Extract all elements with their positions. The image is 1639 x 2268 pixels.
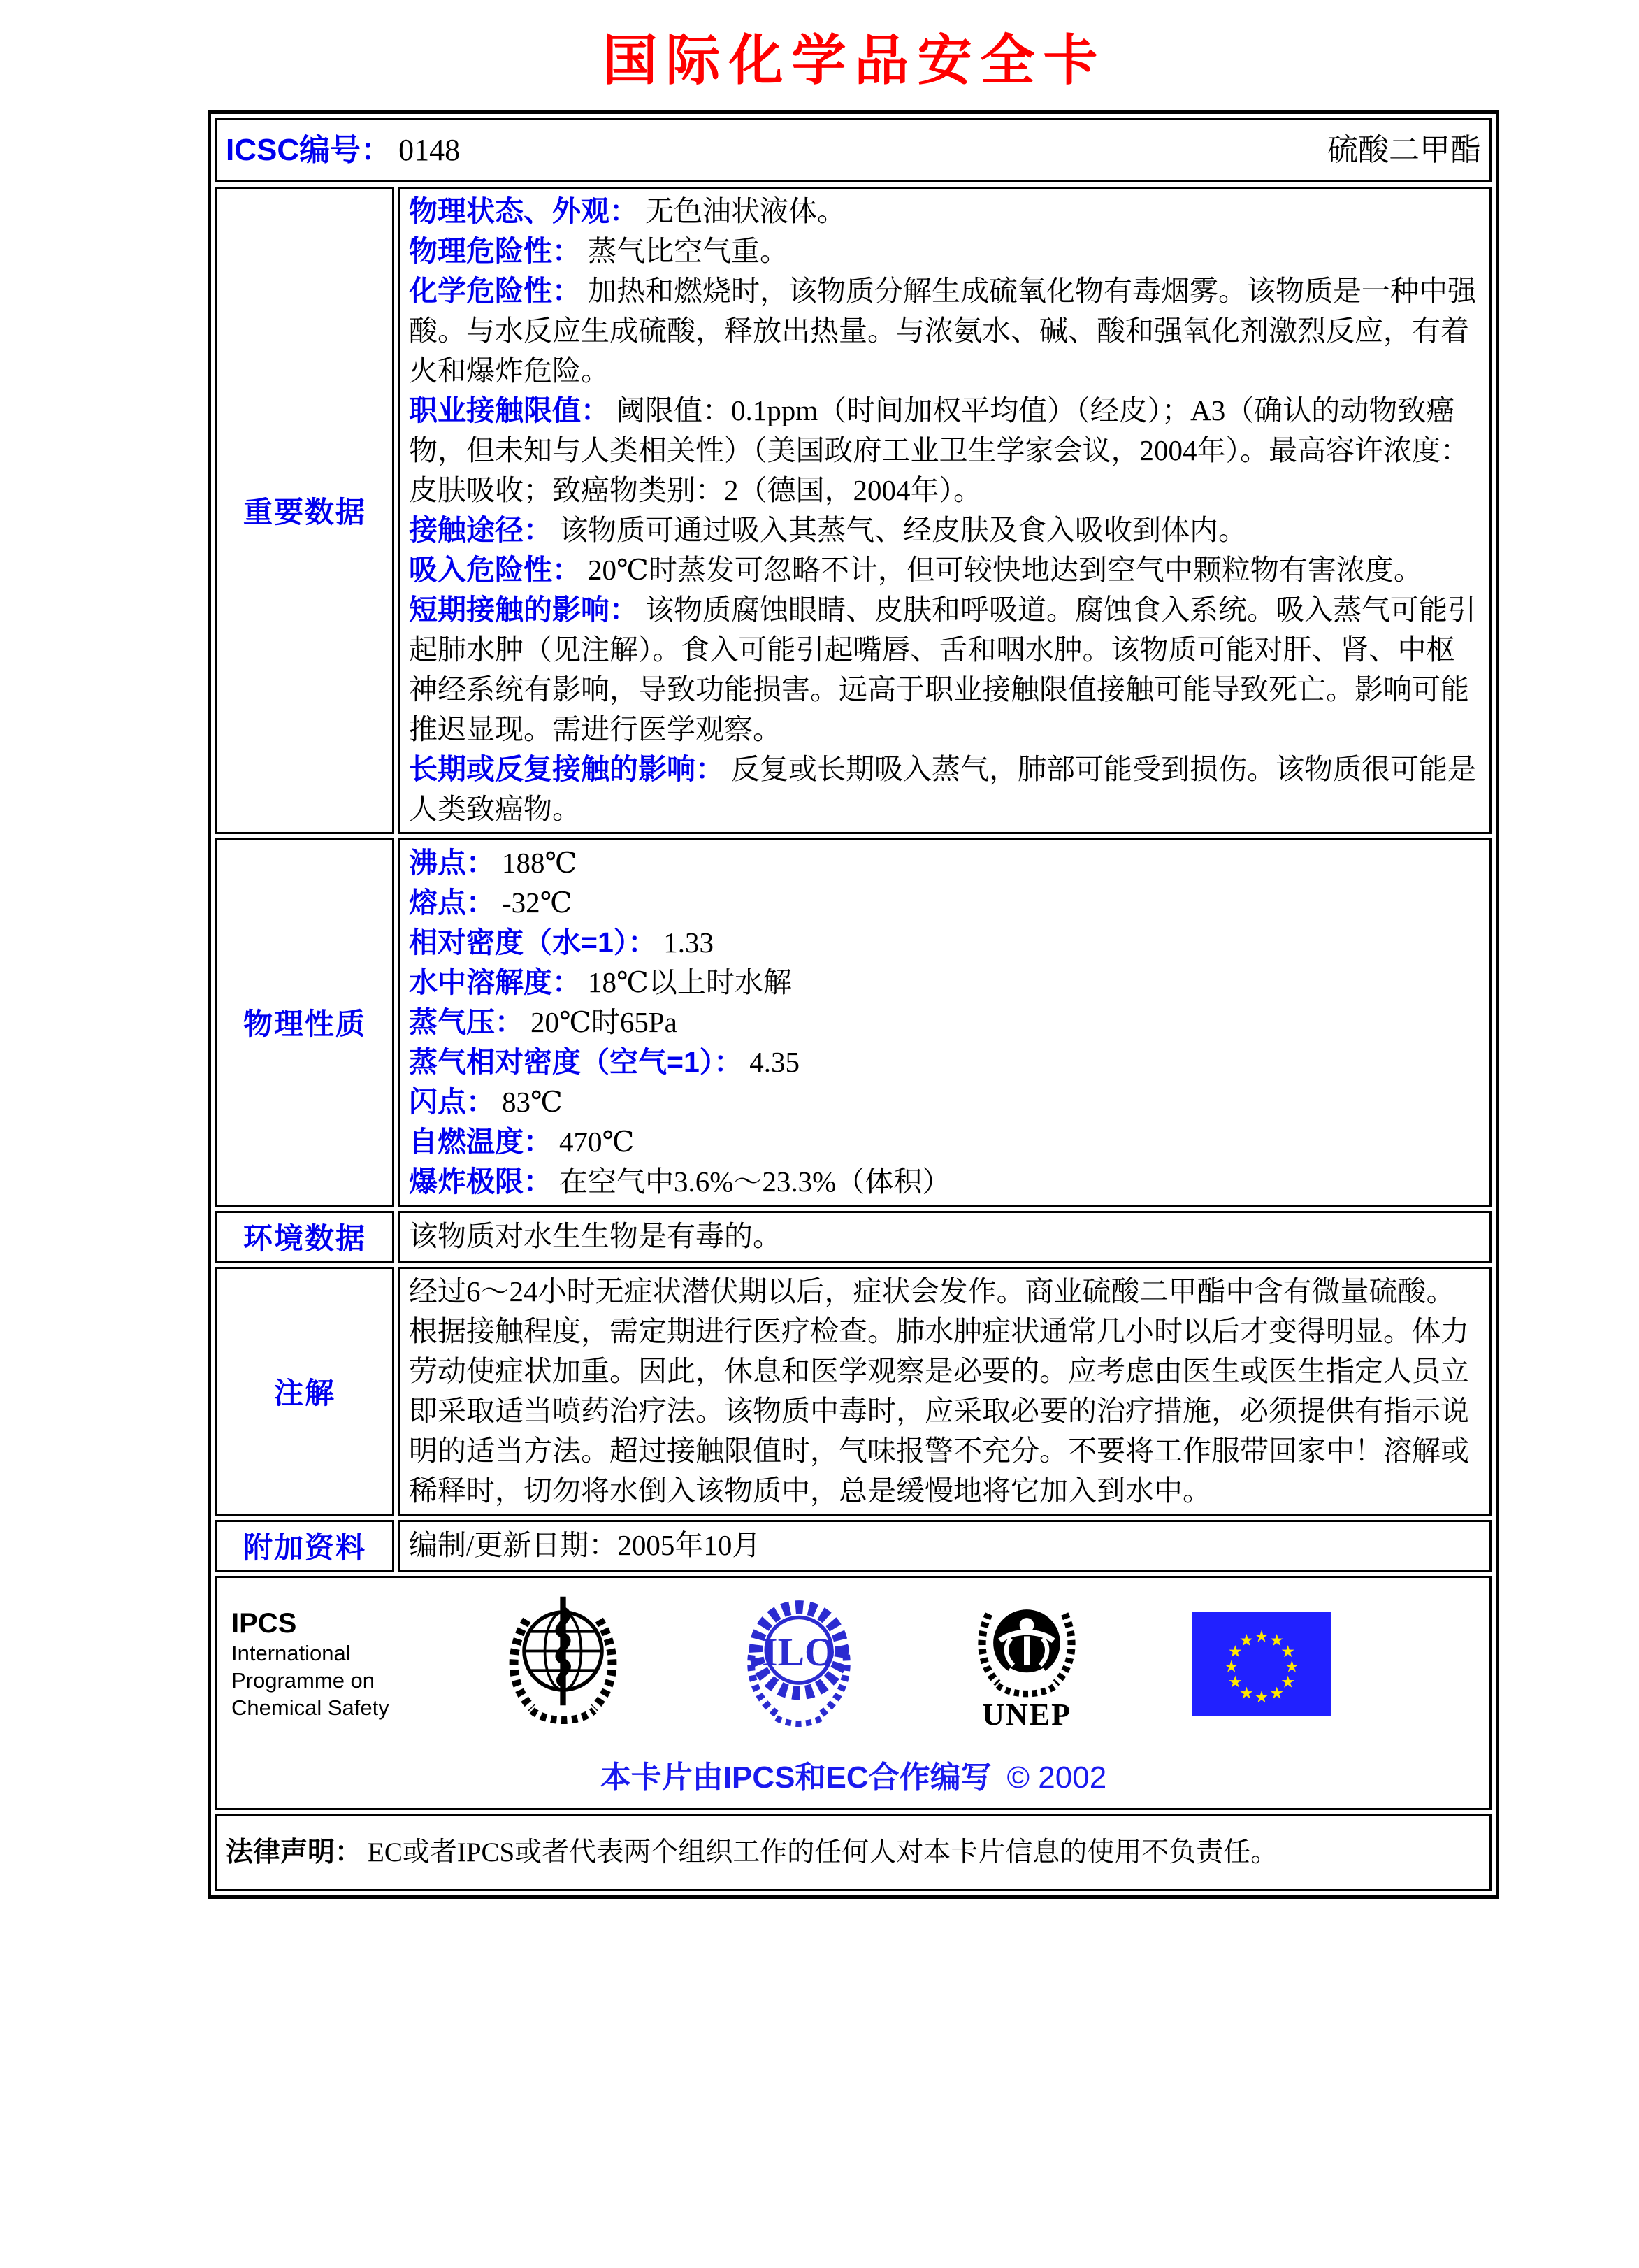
property-item — [409, 1003, 1481, 1042]
item-label: 职业接触限值： — [409, 394, 609, 426]
ipcs-subtitle-line: Programme on — [231, 1667, 375, 1693]
property-item — [409, 1082, 1481, 1122]
svg-text:★: ★ — [1239, 1630, 1254, 1651]
item-label: 自燃温度： — [409, 1125, 552, 1158]
item-text: 在空气中3.6%～23.3%（体积） — [559, 1165, 951, 1198]
item-label: 短期接触的影响： — [409, 593, 638, 626]
important-item — [409, 590, 1481, 749]
property-item — [409, 883, 1481, 923]
svg-text:★: ★ — [1227, 1642, 1243, 1662]
physical-properties-content — [398, 838, 1492, 1207]
item-text: 83℃ — [502, 1085, 563, 1118]
section-label-additional-info: 附加资料 — [215, 1520, 394, 1572]
important-item — [409, 749, 1481, 829]
icsc-number-label: ICSC编号： — [226, 132, 392, 167]
ilo-letters: ILO — [762, 1630, 837, 1674]
item-label: 吸入危险性： — [409, 553, 581, 586]
ipcs-text-block — [231, 1607, 389, 1721]
icsc-number-value: 0148 — [398, 132, 461, 167]
section-label-notes: 注解 — [215, 1267, 394, 1516]
icsc-card-page — [0, 29, 1639, 1899]
ipcs-title: IPCS — [231, 1607, 297, 1639]
svg-text:★: ★ — [1280, 1642, 1296, 1662]
item-text: 4.35 — [749, 1045, 800, 1078]
svg-text:★: ★ — [1254, 1626, 1269, 1646]
property-item — [409, 923, 1481, 963]
additional-info-row — [215, 1520, 1492, 1572]
item-text: -32℃ — [502, 886, 572, 919]
who-logo-icon — [498, 1591, 628, 1737]
notes-content — [398, 1267, 1492, 1516]
item-label: 熔点： — [409, 886, 495, 919]
item-label: 物理危险性： — [409, 234, 581, 267]
notes-row — [215, 1267, 1492, 1516]
item-label: 长期或反复接触的影响： — [409, 752, 724, 785]
icsc-number — [226, 123, 460, 178]
item-label: 相对密度（水=1）： — [409, 926, 657, 959]
important-item — [409, 550, 1481, 590]
property-item — [409, 1042, 1481, 1082]
important-data-content — [398, 187, 1492, 834]
important-item — [409, 510, 1481, 550]
logos-row — [215, 1576, 1492, 1810]
item-text: 该物质腐蚀眼睛、皮肤和呼吸道。腐蚀食入系统。吸入蒸气可能引起肺水肿（见注解）。食入可能引起嘴唇、舌和咽水肿。该物质可能对肝、肾、中枢神经系统有影响，导致功能损害。远高于职业接触限值接触可能导致死亡。影响可能推迟显现。需进行医学观察。 — [409, 593, 1476, 745]
item-text: 反复或长期吸入蒸气，肺部可能受到损伤。该物质很可能是人类致癌物。 — [409, 752, 1476, 825]
caption-text: 本卡片由IPCS和EC合作编写 — [600, 1760, 992, 1795]
important-item — [409, 271, 1481, 391]
eu-flag-icon — [1192, 1612, 1331, 1716]
section-label-environmental-data: 环境数据 — [215, 1211, 394, 1263]
svg-text:★: ★ — [1224, 1656, 1239, 1677]
item-text: 470℃ — [559, 1125, 635, 1158]
section-label-important-data: 重要数据 — [215, 187, 394, 834]
item-text: 无色油状液体。 — [645, 194, 846, 227]
item-text: 20℃时65Pa — [530, 1005, 677, 1038]
important-item — [409, 192, 1481, 231]
notes-text: 经过6～24小时无症状潜伏期以后，症状会发作。商业硫酸二甲酯中含有微量硫酸。 根据接触程度，需定期进行医疗检查。肺水肿症状通常几小时以后才变得明显。体力劳动使症状加重。因此，休息和医学观察是必要的。应考虑由医生或医生指定人员立即采取适当喷药治疗法。该物质中毒时，应采取必要的治疗措施，必须提供有指示说明的适当方法。超过接触限值时，气味报警不充分。不要将工作服带回家中！溶解或稀释时，切勿将水倒入该物质中，总是缓慢地将它加入到水中。 — [409, 1275, 1469, 1507]
legal-row — [215, 1814, 1492, 1891]
item-text: 1.33 — [663, 926, 714, 959]
svg-text:★: ★ — [1254, 1687, 1269, 1707]
caption-copyright: © 2002 — [1006, 1760, 1107, 1795]
ipcs-subtitle-line: Chemical Safety — [231, 1695, 389, 1720]
additional-info-text: 编制/更新日期：2005年10月 — [409, 1529, 761, 1562]
item-label: 接触途径： — [409, 513, 552, 546]
header-row — [215, 118, 1492, 182]
item-text: 加热和燃烧时，该物质分解生成硫氧化物有毒烟雾。该物质是一种中强酸。与水反应生成硫酸，释放出热量。与浓氨水、碱、酸和强氧化剂激烈反应，有着火和爆炸危险。 — [409, 274, 1476, 387]
item-text: 20℃时蒸发可忽略不计，但可较快地达到空气中颗粒物有害浓度。 — [588, 553, 1422, 586]
important-item — [409, 391, 1481, 510]
item-label: 沸点： — [409, 846, 495, 879]
item-label: 爆炸极限： — [409, 1165, 552, 1198]
svg-text:★: ★ — [1269, 1630, 1285, 1651]
icsc-card-table — [208, 110, 1499, 1899]
ilo-logo-icon — [736, 1594, 862, 1734]
item-text: 蒸气比空气重。 — [588, 234, 788, 267]
svg-text:★: ★ — [1280, 1672, 1296, 1692]
environmental-data-content — [398, 1211, 1492, 1263]
svg-text:★: ★ — [1227, 1672, 1243, 1692]
environmental-data-row — [215, 1211, 1492, 1263]
item-text: 阈限值：0.1ppm（时间加权平均值）（经皮）；A3（确认的动物致癌物，但未知与人类相关性）（美国政府工业卫生学家会议，2004年）。最高容许浓度：皮肤吸收；致癌物类别：2（德国，2004年）。 — [409, 394, 1469, 506]
important-item — [409, 231, 1481, 271]
unep-logo-icon — [971, 1596, 1083, 1732]
svg-text:★: ★ — [1239, 1683, 1254, 1703]
legal-text: EC或者IPCS或者代表两个组织工作的任何人对本卡片信息的使用不负责任。 — [368, 1837, 1278, 1867]
item-label: 化学危险性： — [409, 274, 581, 307]
legal-cell — [215, 1814, 1492, 1891]
item-label: 蒸气压： — [409, 1005, 524, 1038]
item-text: 18℃以上时水解 — [588, 966, 792, 998]
logos-cell — [215, 1576, 1492, 1810]
svg-text:★: ★ — [1269, 1683, 1285, 1703]
property-item — [409, 1122, 1481, 1162]
item-label: 闪点： — [409, 1085, 495, 1118]
item-text: 188℃ — [502, 846, 577, 879]
important-data-row — [215, 187, 1492, 834]
page-title: 国际化学品安全卡 — [602, 30, 1106, 91]
ipcs-subtitle-line: International — [231, 1640, 351, 1665]
environmental-text: 该物质对水生生物是有毒的。 — [409, 1220, 781, 1253]
property-item — [409, 1162, 1481, 1202]
legal-label: 法律声明： — [226, 1837, 363, 1867]
item-label: 物理状态、外观： — [409, 194, 638, 227]
item-text: 该物质可通过吸入其蒸气、经皮肤及食入吸收到体内。 — [559, 513, 1247, 546]
section-label-physical-properties: 物理性质 — [215, 838, 394, 1207]
unep-label: UNEP — [982, 1697, 1072, 1732]
physical-properties-row — [215, 838, 1492, 1207]
item-label: 蒸气相对密度（空气=1）： — [409, 1045, 743, 1078]
additional-info-content — [398, 1520, 1492, 1572]
chemical-name: 硫酸二甲酯 — [1327, 132, 1481, 167]
item-label: 水中溶解度： — [409, 966, 581, 998]
logos-caption — [229, 1752, 1478, 1797]
header-cell — [215, 118, 1492, 182]
svg-text:★: ★ — [1284, 1656, 1299, 1677]
property-item — [409, 963, 1481, 1003]
property-item — [409, 843, 1481, 883]
